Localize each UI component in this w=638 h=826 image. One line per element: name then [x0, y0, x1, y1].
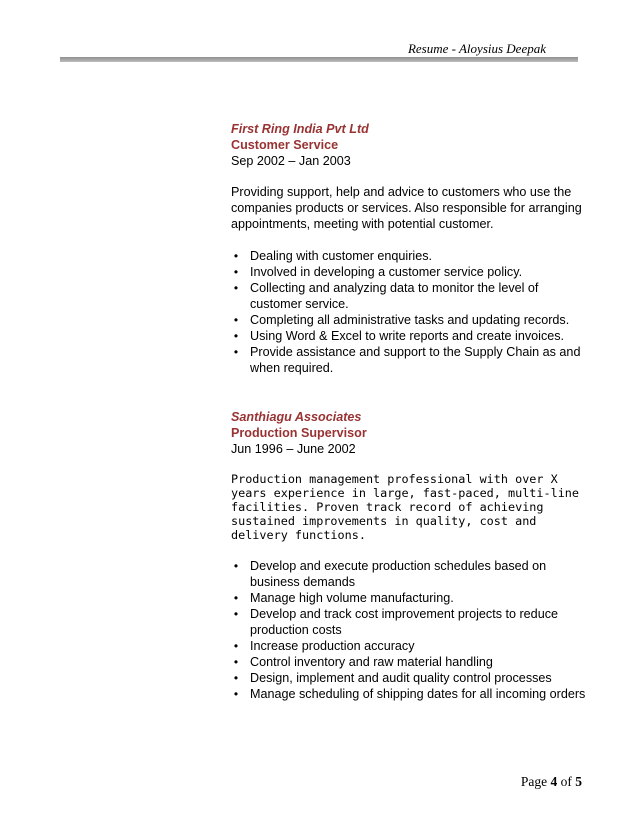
job-title: Customer Service — [231, 138, 339, 152]
responsibility-list — [231, 248, 586, 376]
total-page-count: 5 — [575, 774, 582, 789]
list-item — [231, 686, 586, 702]
header-divider — [60, 57, 578, 62]
list-item — [231, 558, 586, 590]
list-item-text: Using Word & Excel to write reports and create invoices. — [250, 329, 565, 343]
header-title: Resume - Aloysius Deepak — [407, 41, 546, 56]
job-entry-santhiagu — [231, 409, 586, 702]
job-dates: Jun 1996 – June 2002 — [231, 442, 356, 456]
list-item — [231, 606, 586, 638]
bullet-icon: • — [233, 655, 239, 669]
list-item-text: Increase production accuracy — [250, 639, 415, 653]
bullet-icon: • — [233, 687, 239, 701]
list-item-text: Develop and track cost improvement projects to reduce production costs — [250, 607, 558, 637]
list-item-text: Provide assistance and support to the Supply Chain as and when required. — [250, 345, 581, 375]
company-name: Santhiagu Associates — [231, 410, 362, 424]
bullet-icon: • — [233, 345, 239, 359]
list-item-text: Develop and execute production schedules based on business demands — [250, 559, 547, 589]
page-label: Page — [520, 774, 548, 789]
bullet-icon: • — [233, 265, 239, 279]
job-summary: Providing support, help and advice to customers who use the companies products or services. Also responsible for arranging appointments, meeting with potential customer. — [231, 185, 582, 231]
bullet-icon: • — [233, 281, 239, 295]
list-item-text: Completing all administrative tasks and updating records. — [250, 313, 570, 327]
bullet-icon: • — [233, 329, 239, 343]
list-item — [231, 312, 586, 328]
list-item — [231, 328, 586, 344]
bullet-icon: • — [233, 591, 239, 605]
resume-content — [231, 121, 586, 702]
page-of-label: of — [560, 774, 572, 789]
list-item-text: Dealing with customer enquiries. — [250, 249, 432, 263]
job-summary: Production management professional with over X years experience in large, fast-paced, multi-line facilities. Proven track record of achieving sustained improvements in quality, cost and delivery functions. — [231, 472, 580, 542]
list-item — [231, 638, 586, 654]
bullet-icon: • — [233, 671, 239, 685]
list-item — [231, 280, 586, 312]
company-name: First Ring India Pvt Ltd — [231, 122, 369, 136]
bullet-icon: • — [233, 607, 239, 621]
bullet-icon: • — [233, 639, 239, 653]
list-item-text: Manage scheduling of shipping dates for all incoming orders — [250, 687, 586, 701]
list-item-text: Involved in developing a customer service policy. — [250, 265, 523, 279]
list-item — [231, 344, 586, 376]
job-entry-first-ring — [231, 121, 586, 376]
section-spacer — [231, 376, 586, 409]
job-title: Production Supervisor — [231, 426, 367, 440]
current-page-number: 4 — [550, 774, 558, 789]
list-item — [231, 670, 586, 686]
list-item — [231, 590, 586, 606]
list-item-text: Manage high volume manufacturing. — [250, 591, 454, 605]
list-item-text: Control inventory and raw material handling — [250, 655, 493, 669]
list-item-text: Design, implement and audit quality control processes — [250, 671, 552, 685]
page-number — [521, 774, 582, 790]
bullet-icon: • — [233, 313, 239, 327]
list-item-text: Collecting and analyzing data to monitor the level of customer service. — [250, 281, 539, 311]
bullet-icon: • — [233, 559, 239, 573]
responsibility-list — [231, 558, 586, 702]
job-dates: Sep 2002 – Jan 2003 — [231, 154, 351, 168]
list-item — [231, 248, 586, 264]
list-item — [231, 264, 586, 280]
list-item — [231, 654, 586, 670]
bullet-icon: • — [233, 249, 239, 263]
